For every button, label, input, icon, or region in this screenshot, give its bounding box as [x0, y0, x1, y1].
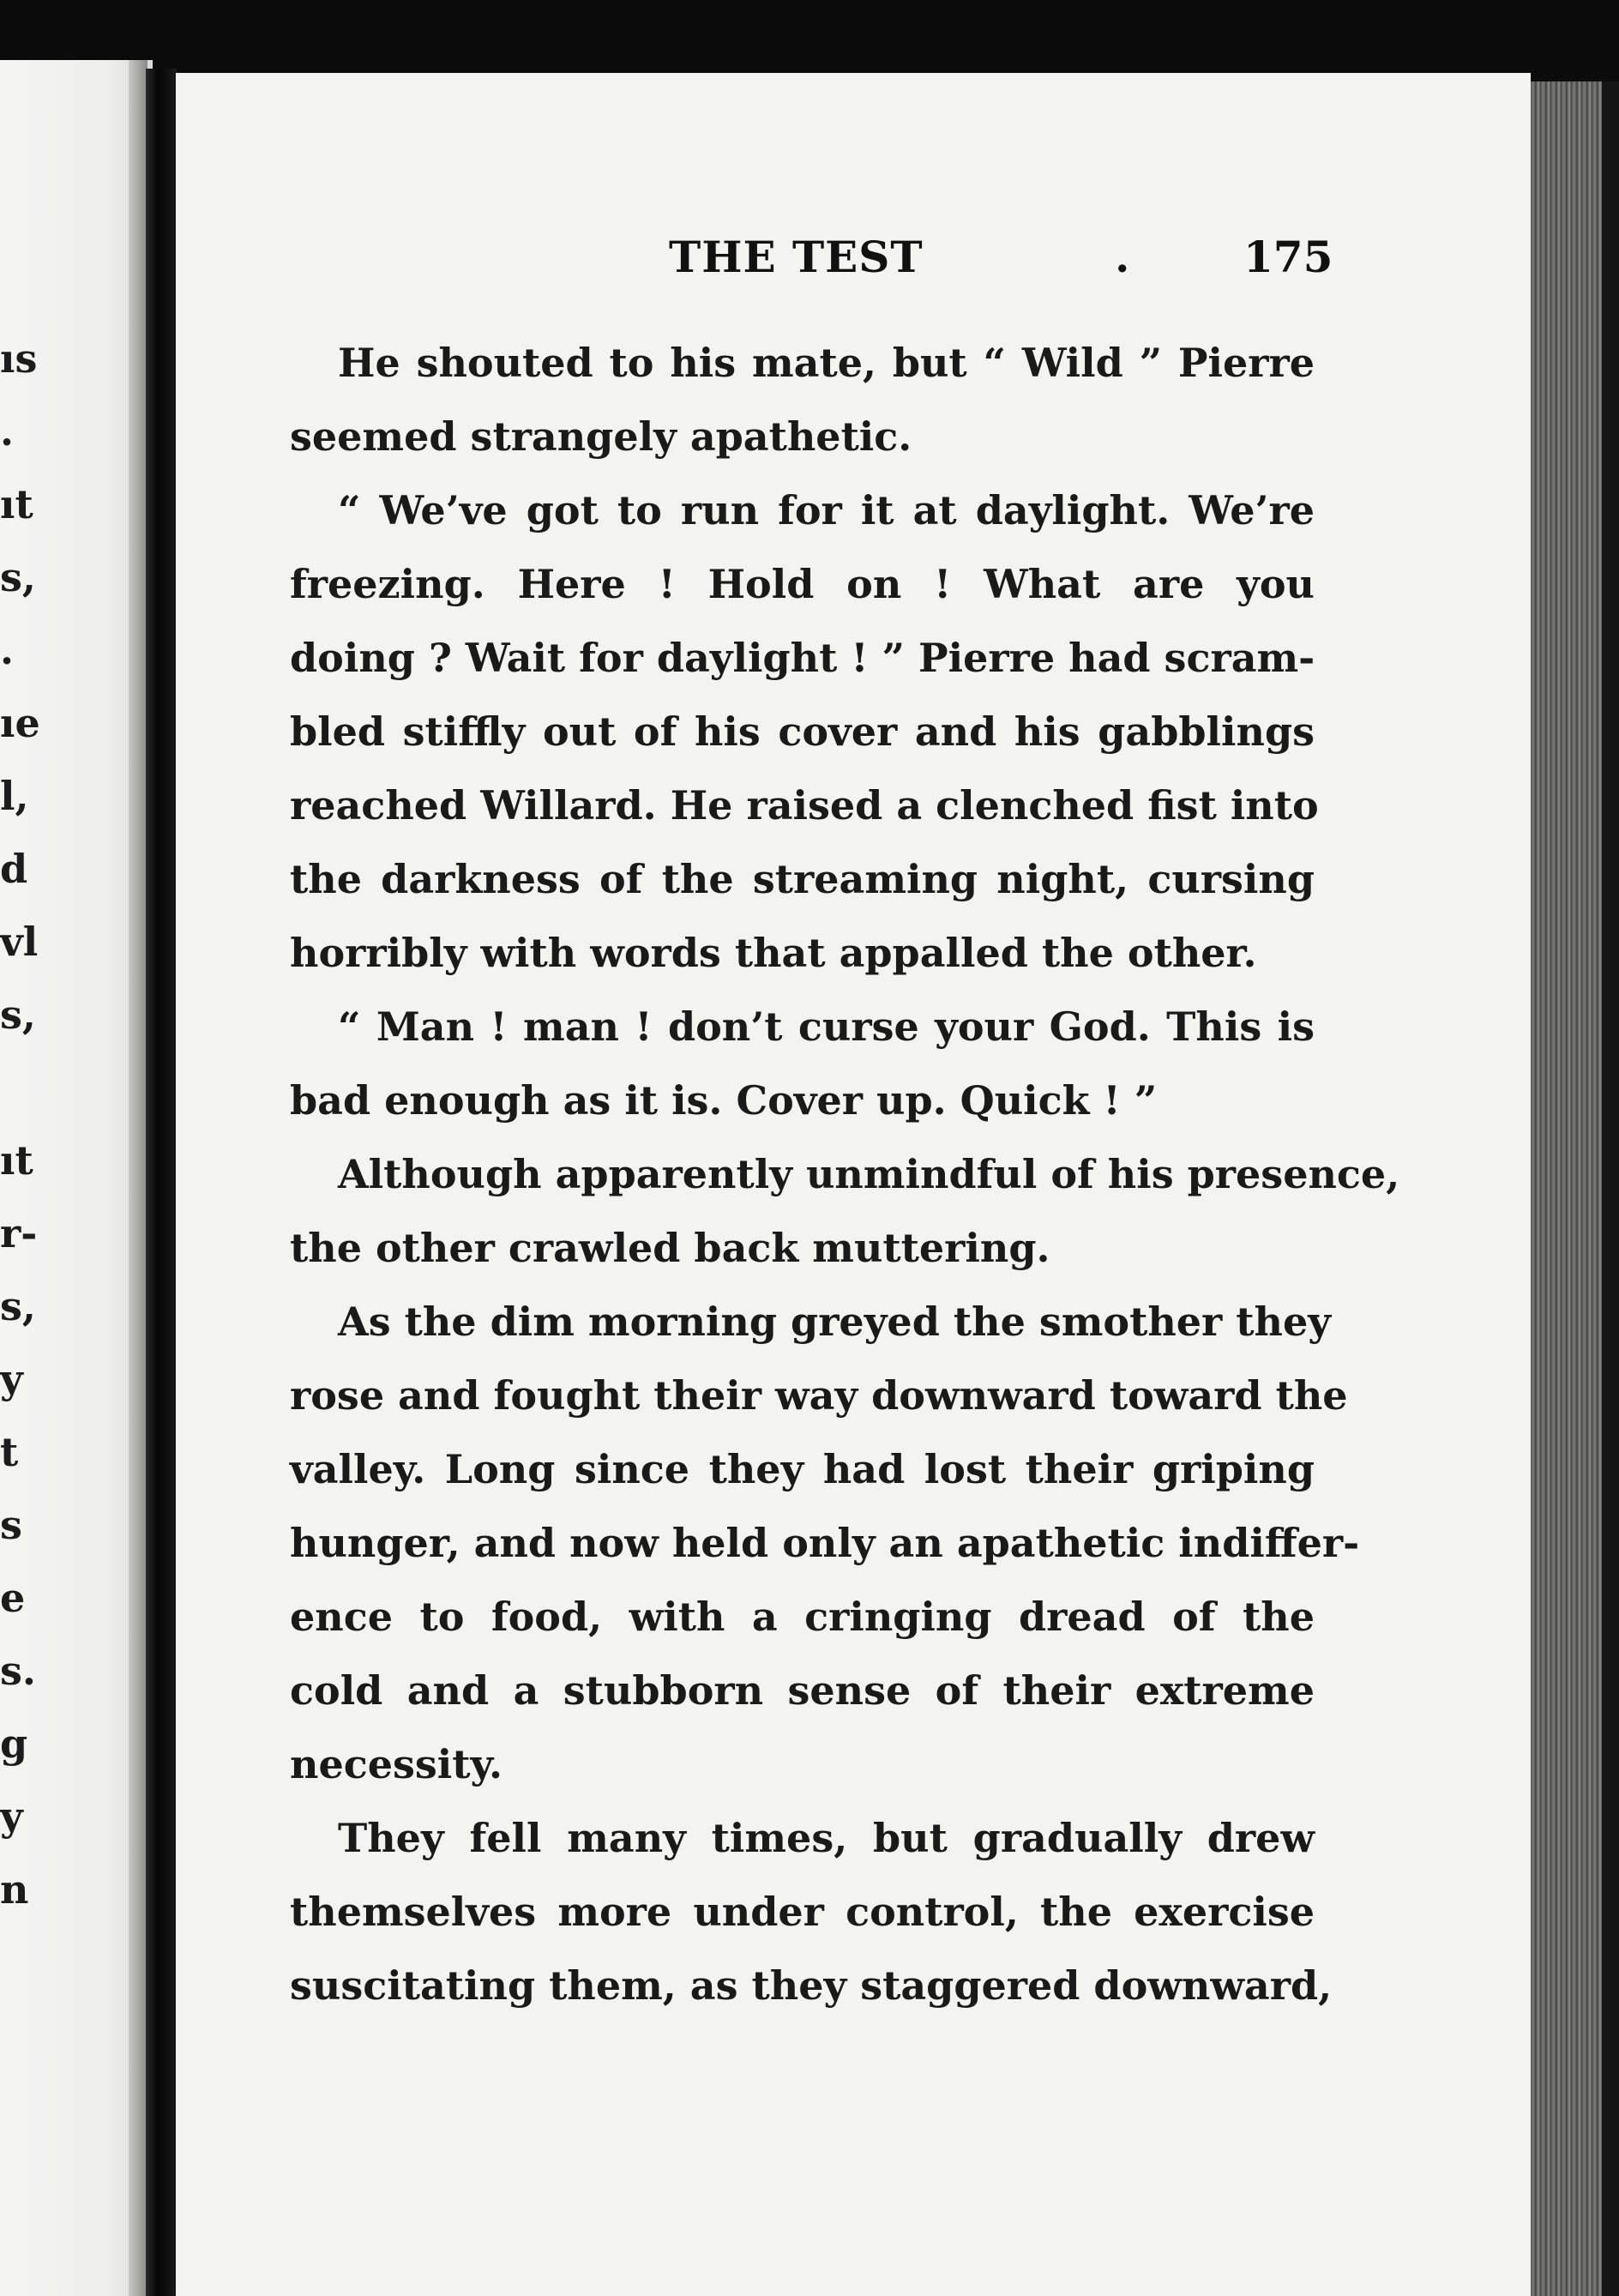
facing-fragment: s, — [0, 991, 36, 1038]
facing-fragment: t — [0, 1429, 19, 1475]
text-line: “ Man ! man ! don’t curse your God. This is — [338, 1003, 1315, 1050]
text-line: doing ? Wait for daylight ! ” Pierre had scram- — [290, 635, 1315, 681]
facing-fragment: s. — [0, 1648, 36, 1694]
text-line: Although apparently unmindful of his presence, — [338, 1151, 1400, 1197]
text-line: He shouted to his mate, but “ Wild ” Pierre — [338, 340, 1315, 386]
facing-fragment: l, — [0, 773, 29, 819]
text-line: themselves more under control, the exercise — [290, 1889, 1315, 1935]
text-line: horribly with words that appalled the other. — [290, 930, 1257, 976]
running-head-separator: . — [1115, 232, 1130, 282]
text-line: suscitating them, as they staggered downward, — [290, 1962, 1333, 2009]
facing-fragment: ıt — [0, 1137, 33, 1184]
facing-fragment: . — [0, 408, 15, 455]
running-head-title: THE TEST — [669, 232, 924, 282]
text-line: freezing. Here ! Hold on ! What are you — [290, 561, 1315, 607]
facing-fragment: ıt — [0, 481, 33, 527]
text-line: seemed strangely apathetic. — [290, 413, 912, 460]
text-line: reached Willard. He raised a clenched fist into — [290, 782, 1319, 829]
text-line: ence to food, with a cringing dread of the — [290, 1594, 1315, 1640]
text-line: the other crawled back muttering. — [290, 1225, 1050, 1271]
facing-fragment: ıe — [0, 700, 40, 746]
facing-fragment: y — [0, 1793, 23, 1840]
facing-fragment: n — [0, 1866, 29, 1913]
scan-background — [0, 0, 1619, 79]
facing-fragment: d — [0, 846, 28, 892]
facing-fragment: s, — [0, 1283, 36, 1329]
facing-fragment: s, — [0, 554, 36, 600]
page-edge-shadow — [1602, 81, 1619, 2296]
body-text — [290, 326, 1400, 2022]
text-line: hunger, and now held only an apathetic indiffer- — [290, 1520, 1360, 1566]
text-line: valley. Long since they had lost their griping — [290, 1446, 1315, 1492]
page-number: 175 — [1243, 232, 1333, 282]
text-line: They fell many times, but gradually drew — [338, 1815, 1315, 1861]
facing-fragment: s — [0, 1502, 22, 1548]
text-line: “ We’ve got to run for it at daylight. We’re — [338, 487, 1315, 533]
text-line: necessity. — [290, 1741, 503, 1787]
facing-fragment: vl — [0, 919, 39, 965]
book-binding-gutter — [146, 69, 177, 2296]
text-line: the darkness of the streaming night, cursing — [290, 856, 1315, 902]
facing-fragment: y — [0, 1356, 23, 1402]
facing-fragment: ıs — [0, 335, 38, 382]
facing-fragment: e — [0, 1575, 26, 1621]
text-line: rose and fought their way downward toward the — [290, 1372, 1348, 1419]
gutter-shadow — [129, 60, 147, 2296]
text-line: As the dim morning greyed the smother they — [338, 1299, 1331, 1345]
text-line: cold and a stubborn sense of their extreme — [290, 1667, 1315, 1714]
text-line: bled stiffly out of his cover and his gabblings — [290, 708, 1315, 755]
facing-fragment: g — [0, 1720, 28, 1767]
facing-fragment: r- — [0, 1210, 38, 1256]
facing-fragment: . — [0, 627, 15, 673]
text-line: bad enough as it is. Cover up. Quick ! ” — [290, 1077, 1158, 1124]
